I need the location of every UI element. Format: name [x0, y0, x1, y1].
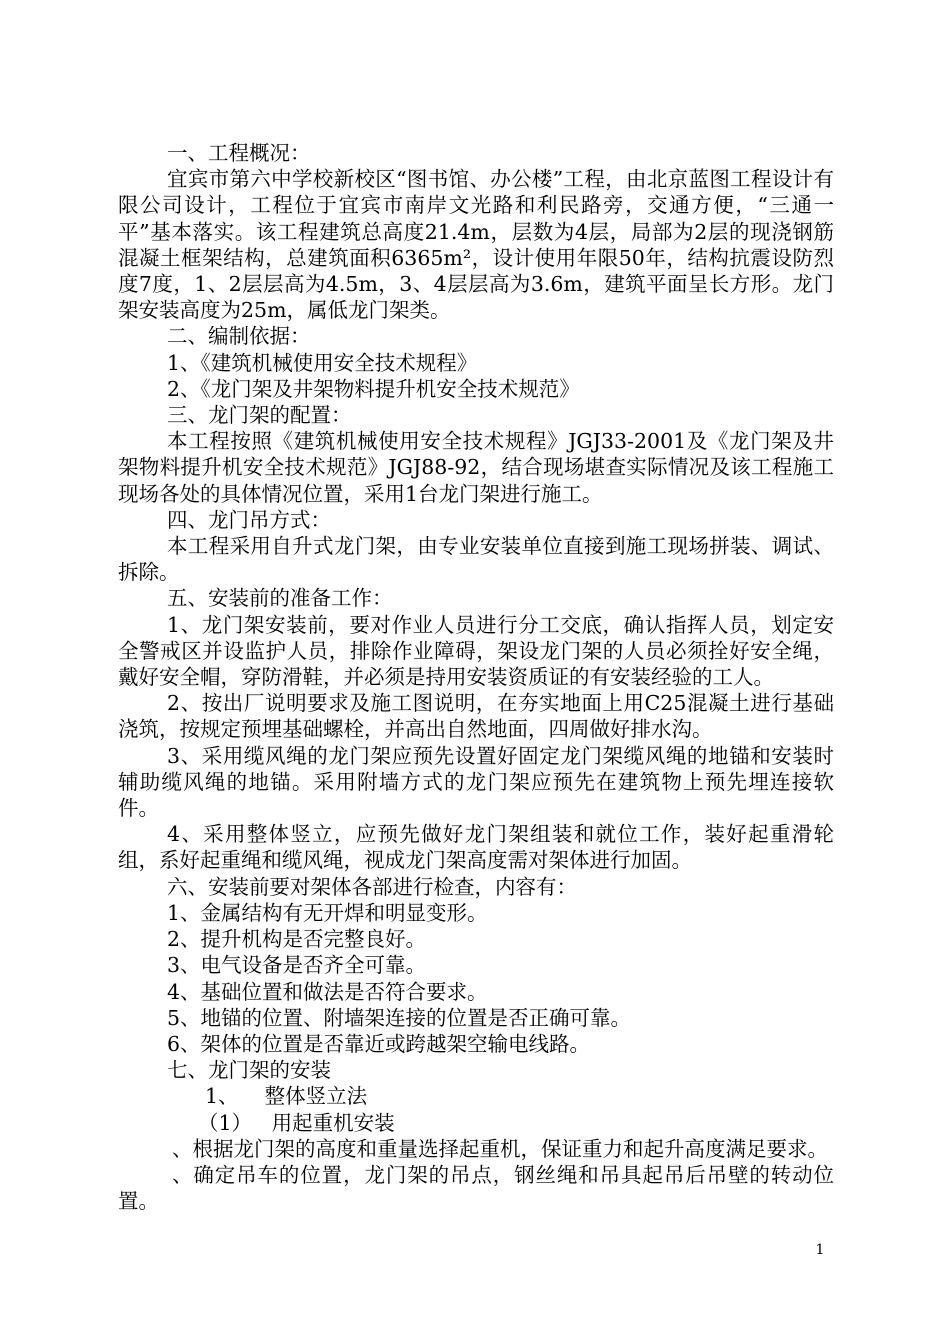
- section-heading: 一、工程概况：: [167, 141, 311, 165]
- list-item: 5、地锚的位置、附墙架连接的位置是否正确可靠。: [167, 1005, 632, 1030]
- page-number: 1: [815, 1242, 825, 1258]
- list-item: 6、架体的位置是否靠近或跨越架空输电线路。: [167, 1031, 591, 1056]
- list-item: 2、按出厂说明要求及施工图说明，在夯实地面上用C25混凝土进行基础浇筑，按规定预埋基础螺栓，并高出自然地面，四周做好排水沟。: [118, 691, 834, 742]
- subsection-heading: （1） 用起重机安装: [198, 1110, 395, 1135]
- list-item: 3、采用缆风绳的龙门架应预先设置好固定龙门架缆风绳的地锚和安装时辅助缆风绳的地锚。采用附墙方式的龙门架应预先在建筑物上预先埋连接软件。: [118, 743, 834, 821]
- body-paragraph: 本工程按照《建筑机械使用安全技术规程》JGJ33-2001及《龙门架及井架物料提升机安全技术规范》JGJ88-92，结合现场堪查实际情况及该工程施工现场各处的具体情况位置，采用1台龙门架进行施工。: [118, 429, 834, 506]
- list-item: 1、龙门架安装前，要对作业人员进行分工交底，确认指挥人员，划定安全警戒区并设监护人员，排除作业障碍，架设龙门架的人员必须拴好安全绳，戴好安全帽，穿防滑鞋，并必须是持用安装资质证的有安装经验的工人。: [118, 612, 834, 690]
- subsection-heading: 1、 整体竖立法: [205, 1084, 368, 1109]
- body-paragraph: 本工程采用自升式龙门架，由专业安装单位直接到施工现场拼装、调试、拆除。: [118, 534, 834, 585]
- list-item: 4、采用整体竖立，应预先做好龙门架组装和就位工作，装好起重滑轮组，系好起重绳和缆风绳，视成龙门架高度需对架体进行加固。: [118, 822, 834, 873]
- list-item: 3、电气设备是否齐全可靠。: [167, 953, 427, 978]
- section-heading: 五、安装前的准备工作：: [167, 586, 393, 611]
- section-heading: 六、安装前要对架体各部进行检查，内容有：: [167, 874, 577, 899]
- step-item: 、确定吊车的位置，龙门架的吊点，钢丝绳和吊具起吊后吊壁的转动位置。: [118, 1162, 834, 1214]
- section-heading: 三、龙门架的配置：: [167, 403, 352, 428]
- section-heading: 二、编制依据：: [167, 324, 311, 349]
- document-body: [118, 140, 834, 1214]
- list-item: 4、基础位置和做法是否符合要求。: [167, 979, 488, 1004]
- list-item: 1、《建筑机械使用安全技术规程》: [167, 350, 478, 375]
- step-item: 、根据龙门架的高度和重量选择起重机，保证重力和起升高度满足要求。: [172, 1136, 828, 1161]
- section-heading: 七、龙门架的安装: [167, 1058, 331, 1083]
- list-item: 1、金属结构有无开焊和明显变形。: [167, 900, 488, 925]
- body-paragraph: 宜宾市第六中学校新校区“图书馆、办公楼”工程，由北京蓝图工程设计有限公司设计，工程位于宜宾市南岸文光路和利民路旁，交通方便，“三通一平”基本落实。该工程建筑总高度21.4m，层数为4层，局部为2层的现浇钢筋混凝土框架结构，总建筑面积6365m²，设计使用年限50年，结构抗震设防烈度7度，1、2层层高为4.5m，3、4层层高为3.6m，建筑平面呈长方形。龙门架安装高度为25m，属低龙门架类。: [118, 167, 834, 323]
- list-item: 2、提升机构是否完整良好。: [167, 927, 427, 952]
- section-heading: 四、龙门吊方式：: [167, 507, 331, 532]
- list-item: 2、《龙门架及井架物料提升机安全技术规范》: [167, 376, 580, 401]
